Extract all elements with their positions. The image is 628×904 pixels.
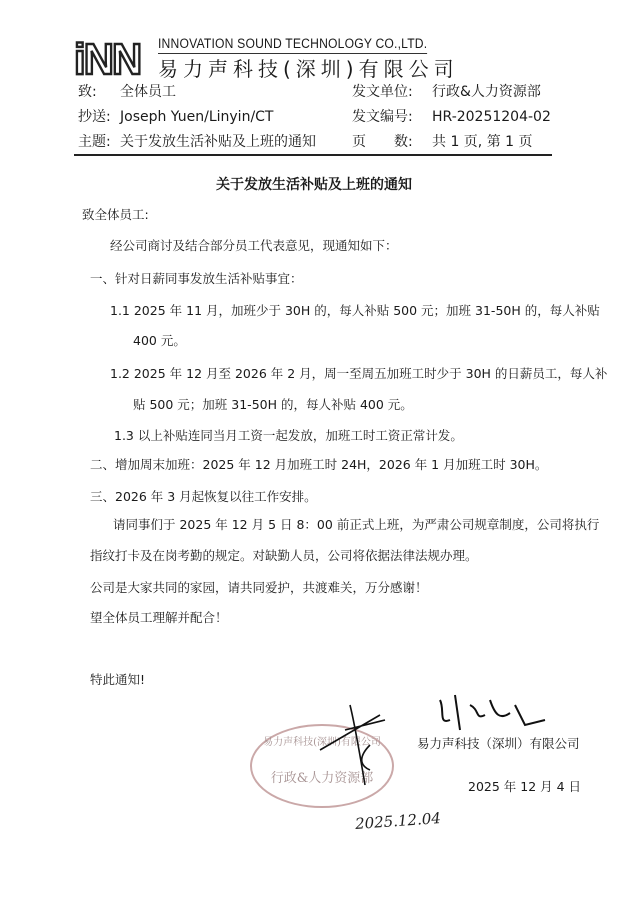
pages-value: 共 1 页, 第 1 页 xyxy=(432,134,533,150)
section-1: 一、针对日薪同事发放生活补贴事宜： xyxy=(90,271,303,286)
stamp-top-text: 易力声科技(深圳)有限公司 xyxy=(263,737,381,748)
company-logo: iNN xyxy=(74,35,141,84)
docno-label: 发文编号: xyxy=(352,109,413,125)
issuer-value: 行政&人力资源部 xyxy=(432,84,541,100)
item-1-2-cont: 贴 500 元；加班 31-50H 的，每人补贴 400 元。 xyxy=(133,397,413,412)
subject-value: 关于发放生活补贴及上班的通知 xyxy=(120,134,316,150)
signature-2 xyxy=(440,695,545,730)
cc-label: 抄送: xyxy=(78,109,111,125)
section-3: 三、2026 年 3 月起恢复以往工作安排。 xyxy=(90,489,317,504)
issuer-label: 发文单位: xyxy=(352,84,413,100)
subject-label: 主题: xyxy=(78,134,111,150)
cc-value: Joseph Yuen/Linyin/CT xyxy=(120,109,274,125)
paragraph-1: 请同事们于 2025 年 12 月 5 日 8：00 前正式上班，为严肃公司规章制度，公司将执行 xyxy=(113,517,600,532)
pages-label: 页 数: xyxy=(352,134,413,150)
item-1-2: 1.2 2025 年 12 月至 2026 年 2 月，周一至周五加班工时少于 30H 的日薪员工，每人补 xyxy=(110,366,608,381)
item-1-1-cont: 400 元。 xyxy=(133,333,186,348)
stamp-bottom-text: 行政&人力资源部 xyxy=(270,771,374,786)
section-2: 二、增加周末加班：2025 年 12 月加班工时 24H，2026 年 1 月加班工时 30H。 xyxy=(90,457,548,472)
paragraph-2: 公司是大家共同的家园，请共同爱护，共渡难关，万分感谢！ xyxy=(90,580,428,595)
to-label: 致: xyxy=(78,84,97,100)
docno-value: HR-20251204-02 xyxy=(432,109,551,125)
signature-1 xyxy=(320,705,385,785)
to-value: 全体员工 xyxy=(120,84,176,100)
closing: 特此通知! xyxy=(90,672,146,687)
signoff-company: 易力声科技（深圳）有限公司 xyxy=(417,736,580,751)
item-1-1: 1.1 2025 年 11 月，加班少于 30H 的，每人补贴 500 元；加班 31-50H 的，每人补贴 xyxy=(110,303,600,318)
company-name-cn: 易力声科技(深圳)有限公司 xyxy=(158,57,459,81)
signoff-date: 2025 年 12 月 4 日 xyxy=(468,779,582,794)
handwritten-date: 2025.12.04 xyxy=(354,809,442,833)
paragraph-3: 望全体员工理解并配合！ xyxy=(90,610,228,625)
notice-title: 关于发放生活补贴及上班的通知 xyxy=(216,177,412,193)
paragraph-1-cont: 指纹打卡及在岗考勤的规定。对缺勤人员，公司将依据法律法规办理。 xyxy=(90,548,478,563)
salutation: 致全体员工: xyxy=(82,207,149,222)
intro: 经公司商讨及结合部分员工代表意见，现通知如下： xyxy=(110,238,398,253)
company-name-en: INNOVATION SOUND TECHNOLOGY CO.,LTD. xyxy=(158,36,427,54)
header-divider xyxy=(74,154,552,156)
item-1-3: 1.3 以上补贴连同当月工资一起发放，加班工时工资正常计发。 xyxy=(114,428,463,443)
